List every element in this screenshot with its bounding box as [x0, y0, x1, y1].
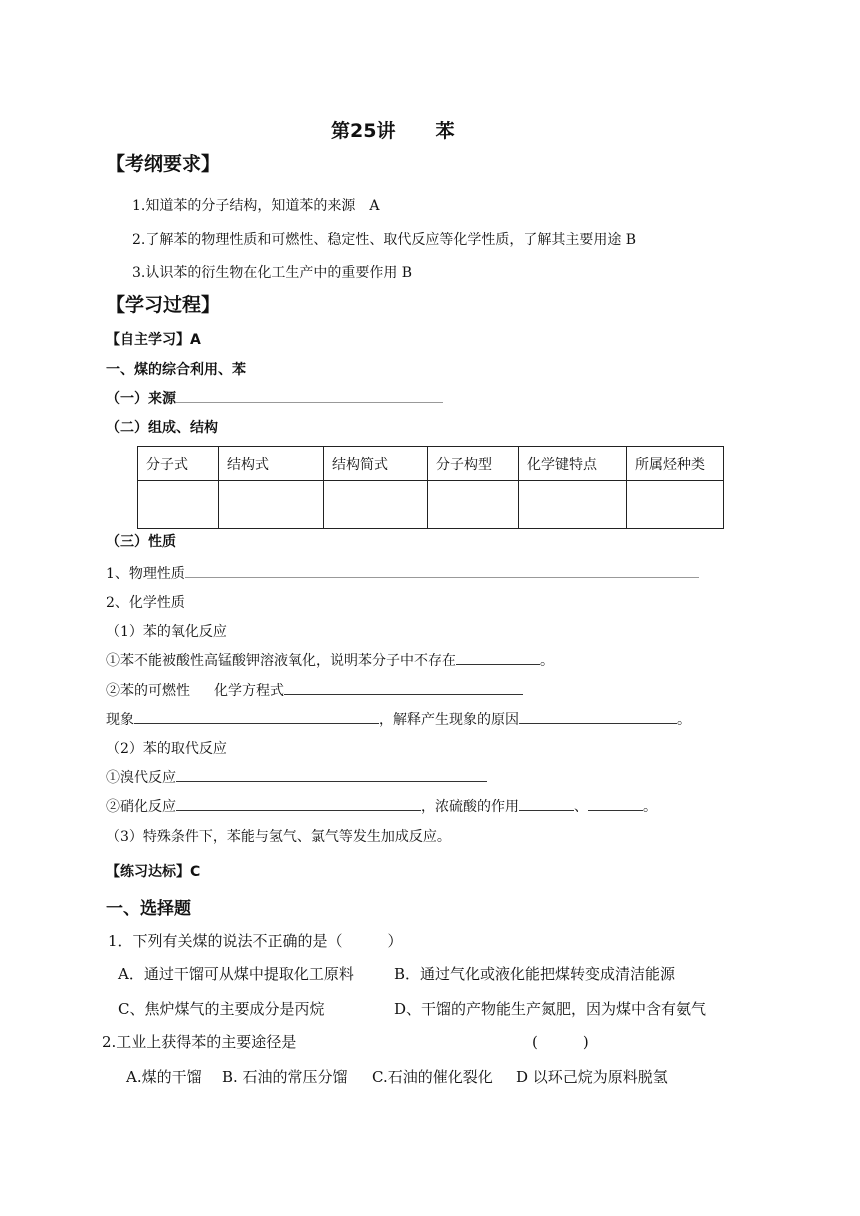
- source-heading: [106, 388, 443, 408]
- table-cell[interactable]: [428, 481, 519, 529]
- substitution-heading: （2）苯的取代反应: [106, 741, 227, 757]
- phenomenon-label: 现象: [106, 712, 134, 728]
- oxidation-heading: （1）苯的氧化反应: [106, 624, 227, 640]
- self-study-heading: 【自主学习】A: [106, 332, 201, 348]
- bromination-line: [106, 767, 487, 787]
- table-header-row: [138, 447, 724, 481]
- bromination-label: ①溴代反应: [106, 770, 176, 786]
- q1-stem: 1．下列有关煤的说法不正确的是（ ）: [108, 932, 403, 950]
- q2-option-b[interactable]: B. 石油的常压分馏: [222, 1068, 348, 1086]
- table-header-cell: 结构简式: [324, 447, 428, 481]
- period: 。: [677, 712, 691, 728]
- q1-option-d[interactable]: D、干馏的产物能生产氮肥，因为煤中含有氨气: [394, 1000, 707, 1018]
- reason-label: ，解释产生现象的原因: [379, 712, 519, 728]
- source-blank[interactable]: [176, 388, 443, 403]
- table-cell[interactable]: [324, 481, 428, 529]
- q2-option-d[interactable]: D 以环己烷为原料脱氢: [516, 1068, 668, 1086]
- table-header-cell: 所属烃种类: [627, 447, 724, 481]
- oxidation-item-1: [106, 650, 554, 670]
- lecture-topic: 苯: [435, 120, 455, 142]
- nitration-line: [106, 796, 657, 816]
- syllabus-item-1: 1.知道苯的分子结构，知道苯的来源 A: [132, 198, 380, 214]
- q2-answer-paren[interactable]: ( ): [532, 1033, 589, 1051]
- reason-blank[interactable]: [519, 709, 677, 724]
- table-header-cell: 分子式: [138, 447, 219, 481]
- nitration-label: ②硝化反应: [106, 799, 176, 815]
- table-header-cell: 结构式: [219, 447, 324, 481]
- equation-blank[interactable]: [284, 680, 523, 695]
- q2-option-a[interactable]: A.煤的干馏: [126, 1068, 202, 1086]
- q1-option-b[interactable]: B．通过气化或液化能把煤转变成清洁能源: [394, 965, 676, 983]
- acid-role-label: ，浓硫酸的作用: [421, 799, 519, 815]
- table-cell[interactable]: [519, 481, 627, 529]
- lecture-number: 第25讲: [331, 120, 396, 142]
- structure-table: [137, 446, 724, 529]
- part1-heading: 一、煤的综合利用、苯: [106, 362, 246, 378]
- phenomenon-line: [106, 709, 691, 729]
- source-label: （一）来源: [106, 391, 176, 407]
- q1-option-a[interactable]: A．通过干馏可从煤中提取化工原料: [118, 965, 354, 983]
- q1-option-c[interactable]: C、焦炉煤气的主要成分是丙烷: [118, 1000, 325, 1018]
- addition-line: （3）特殊条件下，苯能与氢气、氯气等发生加成反应。: [106, 829, 451, 845]
- q2-stem: 2.工业上获得苯的主要途径是: [102, 1033, 297, 1051]
- structure-heading: （二）组成、结构: [106, 420, 218, 436]
- table-row: [138, 481, 724, 529]
- table-cell[interactable]: [627, 481, 724, 529]
- period: 。: [643, 799, 657, 815]
- nitration-blank[interactable]: [176, 796, 421, 811]
- physical-blank[interactable]: [185, 563, 699, 578]
- oxidation-item-2: [106, 680, 523, 700]
- oxidation-blank-1[interactable]: [456, 650, 540, 665]
- acid-role-blank-1[interactable]: [519, 796, 574, 811]
- period: 。: [540, 653, 554, 669]
- bromination-blank[interactable]: [176, 767, 487, 782]
- table-cell[interactable]: [219, 481, 324, 529]
- table-header-cell: 分子构型: [428, 447, 519, 481]
- syllabus-heading: 【考纲要求】: [106, 153, 221, 175]
- q2-option-c[interactable]: C.石油的催化裂化: [372, 1068, 493, 1086]
- process-heading: 【学习过程】: [106, 294, 221, 316]
- oxidation-item-1-text: ①苯不能被酸性高锰酸钾溶液氧化，说明苯分子中不存在: [106, 653, 456, 669]
- page-title: [331, 116, 454, 143]
- physical-line: [106, 563, 699, 583]
- combustibility-label: ②苯的可燃性: [106, 683, 190, 699]
- chemical-label: 2、化学性质: [106, 595, 185, 611]
- table-header-cell: 化学键特点: [519, 447, 627, 481]
- table-cell[interactable]: [138, 481, 219, 529]
- separator: 、: [574, 799, 588, 815]
- choice-heading: 一、选择题: [106, 899, 191, 919]
- acid-role-blank-2[interactable]: [588, 796, 643, 811]
- syllabus-item-2: 2.了解苯的物理性质和可燃性、稳定性、取代反应等化学性质，了解其主要用途 B: [132, 232, 637, 248]
- equation-label: 化学方程式: [214, 683, 284, 699]
- phenomenon-blank[interactable]: [134, 709, 379, 724]
- practice-heading: 【练习达标】C: [106, 864, 201, 880]
- syllabus-item-3: 3.认识苯的衍生物在化工生产中的重要作用 B: [132, 265, 413, 281]
- physical-label: 1、物理性质: [106, 566, 185, 582]
- properties-heading: （三）性质: [106, 534, 176, 550]
